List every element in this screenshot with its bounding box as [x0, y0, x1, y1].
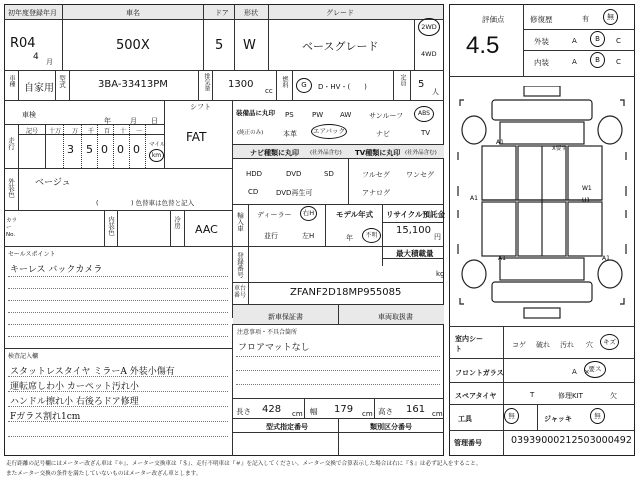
interior-seat-label: 室内シート — [455, 335, 483, 353]
max-load-unit: kg — [436, 270, 445, 278]
mileage-digit-10: 0 — [117, 143, 124, 156]
displacement-value: 1300 — [228, 79, 254, 90]
max-load-label: 最大積載量 — [396, 249, 434, 258]
equip-leather: 本革 — [283, 130, 297, 138]
import-label: 輸入車 — [236, 212, 244, 232]
repair-label: 修復歴 — [530, 15, 553, 24]
footer-note-2: またメーター交換の条件を満たしていないものはメーター改ざん車とします。 — [6, 471, 202, 477]
repair-yes: 有 — [582, 15, 589, 23]
first-reg-label: 初年度登録年月 — [8, 9, 57, 17]
capacity-value: 5 — [418, 79, 425, 90]
interior-grade-a: A — [572, 58, 577, 66]
sales-points-label: セールスポイント — [8, 251, 56, 258]
import-lh: 左H — [302, 232, 315, 240]
windshield-needs-repair-circled: 要ス — [584, 361, 606, 378]
exterior-grade-c: C — [616, 37, 621, 45]
height-value: 161 — [406, 404, 426, 415]
windshield-x: × — [584, 368, 590, 376]
equip-ps: PS — [285, 111, 294, 119]
exterior-grade-label: 外装 — [534, 37, 549, 46]
exterior-color-value: ベージュ — [35, 178, 71, 188]
model-year-label: モデル年式 — [336, 210, 374, 219]
car-name-value: 500X — [116, 38, 150, 53]
capacity-label: 定員 — [399, 74, 406, 86]
jack-none-circled: 無 — [590, 408, 605, 424]
height-label: 高さ — [378, 407, 393, 416]
length-label: 長さ — [236, 407, 251, 416]
inspection-year: 年 — [104, 117, 111, 125]
tools-none-circled: 無 — [504, 408, 519, 424]
navi-dvd: DVD — [286, 170, 302, 178]
interior-grade-label: 内装 — [534, 58, 549, 67]
equip-pw: PW — [312, 111, 324, 119]
mileage-mile: マイル — [149, 142, 166, 148]
tv-fullseg: フルセグ — [362, 171, 390, 179]
windshield-a: A — [572, 368, 577, 376]
mileage-col-1k: 千 — [88, 128, 95, 135]
grade-value: ベースグレード — [302, 40, 379, 53]
height-unit: cm — [432, 410, 443, 418]
interior-grade-b-circled: B — [590, 52, 605, 68]
interior-stain: 汚れ — [560, 341, 574, 349]
length-unit: cm — [292, 410, 303, 418]
ac-label: 冷房 — [173, 216, 181, 229]
diagram-mark-a1-front: A1 — [496, 139, 504, 146]
exterior-grade-b-circled: B — [590, 31, 605, 47]
score-label: 評価点 — [482, 15, 505, 24]
chassis-label: 車台番号 — [234, 285, 247, 299]
type-designation-label: 型式指定番号 — [266, 423, 308, 431]
equip-navi: ナビ — [376, 130, 390, 138]
equip-aw: AW — [340, 111, 352, 119]
width-unit: cm — [362, 410, 373, 418]
sales-points-text: キーレス バックカメラ — [10, 265, 103, 275]
length-value: 428 — [262, 404, 282, 415]
doors-label: ドア — [215, 9, 229, 17]
spare-t: T — [530, 391, 535, 399]
shape-label: 形状 — [244, 9, 258, 17]
model-value: 3BA-33413PM — [98, 79, 168, 90]
mileage-label: 走行 — [7, 137, 15, 150]
car-name-label: 車名 — [126, 9, 140, 17]
recycle-value: 15,100 — [396, 225, 431, 236]
equip-airbag-circled: エアバック — [311, 124, 347, 139]
navi-cd: CD — [248, 188, 259, 196]
interior-hole: 穴 — [586, 341, 593, 349]
model-year-unit: 年 — [346, 234, 353, 242]
mileage-digit-1: 0 — [133, 143, 140, 156]
mileage-col-10: 十 — [120, 128, 127, 135]
grade-label: グレード — [326, 9, 354, 17]
checker-line-4: Fガラス割れ1cm — [10, 412, 81, 422]
mileage-col-1: 一 — [136, 128, 143, 135]
mgmt-number-value: 03939000212503000492 — [511, 435, 632, 446]
ac-value: AAC — [195, 223, 218, 236]
tools-label: 工具 — [458, 415, 472, 423]
equip-sunroof: サンルーフ — [369, 112, 404, 120]
equipment-label: 装備品に丸印 — [236, 109, 275, 117]
notes-label: 注意事項・不具合箇所 — [237, 329, 298, 336]
mileage-digit-100: 0 — [101, 143, 108, 156]
inspection-month: 月 — [130, 117, 137, 125]
inspection-label: 車検 — [22, 111, 36, 119]
checker-line-1: スタットレスタイヤ ミラーA 外装小傷有 — [10, 367, 175, 377]
class-number-label: 類別区分番号 — [370, 423, 412, 431]
interior-tear: 破れ — [536, 341, 550, 349]
import-rh-circled: 右H — [300, 206, 317, 221]
checker-line-3: ハンドル擦れ小 右後ろドア修理 — [10, 397, 139, 407]
model-label: 型式 — [58, 75, 66, 88]
diagram-mark-u1: U1 — [582, 197, 591, 204]
spare-tire-label: スペアタイヤ — [455, 392, 497, 400]
recycle-yen: 円 — [434, 233, 441, 241]
tv-type-label: TV種類に丸印 — [355, 149, 401, 157]
chassis-value: ZFANF2D18MP955085 — [290, 287, 402, 298]
jack-label: ジャッキ — [544, 415, 572, 423]
diagram-mark-w1: W1 — [582, 185, 592, 192]
shape-value: W — [243, 38, 256, 53]
diagram-mark-a1-corner: A1 — [602, 255, 610, 262]
drive-2wd-circled: 2WD — [418, 18, 440, 36]
tv-type-sub: (社外品含む) — [405, 150, 437, 156]
checker-label: 検査記入欄 — [8, 353, 39, 360]
color-change-note: ( ) 色替車は色替と記入 — [96, 199, 195, 207]
diagram-mark-a1-rear: A1 — [498, 255, 506, 262]
interior-grade-c: C — [616, 58, 621, 66]
color-no-label: カラーNo. — [6, 218, 18, 238]
mileage-digit-1k: 5 — [86, 143, 93, 156]
import-dealer: ディーラー — [257, 211, 292, 219]
equip-abs-circled: ABS — [414, 106, 434, 122]
diagram-mark-a1-side: A1 — [470, 195, 478, 202]
navi-type-sub: (社外品含む) — [310, 150, 342, 156]
repair-none-circled: 無 — [603, 9, 618, 25]
inspection-day: 日 — [151, 117, 158, 125]
equipment-sub: (純正のみ) — [237, 130, 264, 136]
fuel-options: D・HV・( ) — [318, 83, 367, 91]
navi-type-label: ナビ種類に丸印 — [250, 149, 299, 157]
mgmt-number-label: 管理番号 — [454, 439, 482, 447]
import-parallel: 並行 — [264, 232, 278, 240]
width-value: 179 — [334, 404, 354, 415]
navi-dvd-playback: DVD再生可 — [276, 189, 313, 197]
displacement-label: 排気量 — [203, 73, 210, 91]
checker-line-2: 運転席しわ小 カーペット汚れ小 — [10, 382, 139, 392]
usage-value: 自家用 — [24, 83, 54, 94]
interior-scratch-circled: キズ — [600, 334, 619, 350]
mileage-col-10k: 万 — [72, 128, 79, 135]
notes-text: フロアマットなし — [238, 343, 310, 353]
first-reg-month: 4 — [33, 52, 39, 62]
mileage-col-100: 百 — [104, 128, 111, 135]
navi-hdd: HDD — [246, 170, 263, 178]
equip-tv: TV — [421, 129, 431, 137]
usage-label: 車種 — [8, 75, 15, 87]
footer-note-1: 走行距離の記号欄にはメーター改ざん車は『＊』、メーター交換車は『＄』、走行不明車は『＃』を記入してください。メーター交換で合算表示した場合は右に『＄』は必ず記入をすること。 — [6, 461, 482, 467]
new-car-warranty: 新車保証書 — [268, 313, 303, 321]
month-unit: 月 — [46, 58, 53, 66]
shift-label: シフト — [190, 103, 211, 111]
exterior-grade-a: A — [572, 37, 577, 45]
shift-value: FAT — [186, 130, 207, 144]
width-label: 幅 — [310, 407, 318, 416]
capacity-unit: 人 — [432, 88, 439, 96]
score-value: 4.5 — [466, 32, 500, 59]
tv-oneseg: ワンセグ — [406, 171, 434, 179]
spare-repair-kit: 修理KIT — [558, 392, 583, 400]
spare-missing: 欠 — [610, 392, 617, 400]
model-year-unknown-circled: 不明 — [362, 228, 381, 243]
mileage-digit-10k: 3 — [67, 143, 74, 156]
navi-sd: SD — [324, 170, 334, 178]
reg-number-label: 登録番号 — [236, 252, 244, 278]
owner-manual: 車両取扱書 — [378, 313, 413, 321]
windshield-label: フロントガラス — [455, 369, 504, 377]
interior-burn: コゲ — [512, 341, 526, 349]
fuel-gasoline-circled: G — [296, 78, 312, 93]
tv-analog: アナログ — [362, 189, 390, 197]
car-condition-diagram — [452, 86, 632, 322]
doors-value: 5 — [215, 38, 224, 53]
drive-4wd: 4WD — [421, 50, 437, 58]
cc-unit: cc — [265, 87, 273, 95]
interior-color-label: 内装色 — [107, 216, 115, 236]
diagram-mark-x-windshield: X要す — [552, 146, 567, 152]
exterior-color-label: 外装色 — [7, 178, 15, 198]
recycle-label: リサイクル預託金 — [386, 210, 445, 219]
mileage-col-100k: 十万 — [49, 128, 62, 135]
mileage-km-circled: km — [149, 149, 164, 162]
fuel-label: 燃料 — [281, 76, 288, 88]
mileage-col-symbol: 記号 — [26, 128, 39, 135]
first-reg-era: R04 — [10, 36, 36, 51]
